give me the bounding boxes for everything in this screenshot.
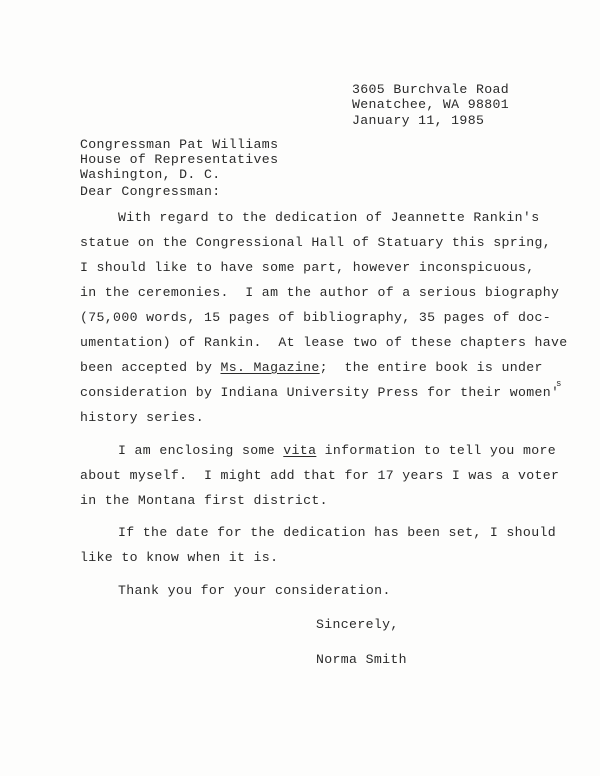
vita-word: vita — [283, 443, 317, 458]
p2-line-1-pre: I am enclosing some — [118, 443, 284, 458]
p1-line-8: consideration by Indiana University Press for their women' — [80, 385, 560, 400]
return-street: 3605 Burchvale Road — [352, 82, 510, 97]
signature: Norma Smith — [316, 652, 407, 667]
p1-line-2: statue on the Congressional Hall of Statuary this spring, — [80, 235, 552, 250]
p2-line-3: in the Montana first district. — [80, 493, 328, 508]
p1-line-3: I should like to have some part, however inconspicuous, — [80, 260, 535, 275]
p3-line-2: like to know when it is. — [80, 550, 279, 565]
p2-line-1 — [118, 443, 556, 459]
p1-line-5: (75,000 words, 15 pages of bibliography, 35 pages of doc- — [80, 310, 552, 325]
p1-line-1: With regard to the dedication of Jeannette Rankin's — [118, 210, 540, 225]
paragraph-4: Thank you for your consideration. — [118, 583, 391, 598]
p1-line-7-pre: been accepted by — [80, 360, 221, 375]
p1-line-7-post: ; the entire book is under — [319, 360, 543, 375]
return-city: Wenatchee, WA 98801 — [352, 97, 510, 112]
salutation: Dear Congressman: — [80, 184, 221, 199]
closing: Sincerely, — [316, 617, 399, 632]
letter-date: January 11, 1985 — [352, 113, 485, 128]
recipient-org: House of Representatives — [80, 152, 279, 167]
p2-line-1-post: information to tell you more — [316, 443, 556, 458]
p1-line-4: in the ceremonies. I am the author of a serious biography — [80, 285, 560, 300]
magazine-title: Ms. Magazine — [220, 360, 320, 375]
recipient-city: Washington, D. C. — [80, 167, 221, 182]
p2-line-2: about myself. I might add that for 17 years I was a voter — [80, 468, 560, 483]
p1-line-8-superscript: s — [556, 379, 562, 389]
recipient-name: Congressman Pat Williams — [80, 137, 279, 152]
p1-line-9: history series. — [80, 410, 204, 425]
p3-line-1: If the date for the dedication has been set, I should — [118, 525, 556, 540]
p1-line-6: umentation) of Rankin. At lease two of these chapters have — [80, 335, 568, 350]
p1-line-7 — [80, 360, 543, 376]
